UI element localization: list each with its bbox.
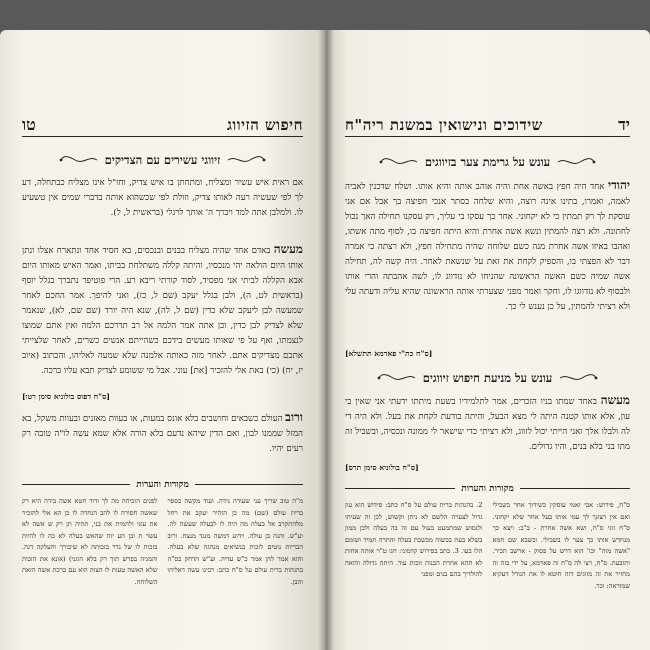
lead-word: מעשה bbox=[273, 242, 304, 256]
page-number: טו bbox=[22, 115, 36, 134]
notes-column: מ"ה טוב שריך עני שעודה נידה. ועוד מקשה בספר ברית עולם (שם) מה כן הזהיר יעקב את רחל מלהתקרב אל בעלה מה היה לו לבעלה שעשה לה. וע"ש. והנה בן עולה. וידוע דמשה מנגד מנצח. ורוב הבריות נוטים לזכות בנשיאים מנהגה שלא בעלה. והוא אמר להן אמר כ"ש עדיה. וע"ש הדחק בס"ה בהגהות ברית עולם על ס"ח כתב: רבינו עשה דאליהו והבן. bbox=[167, 497, 303, 586]
flourish-ornament-icon bbox=[226, 155, 266, 165]
flourish-ornament-icon bbox=[59, 155, 99, 165]
header-title: שידוכים ונישואין במשנת ריה"ח bbox=[345, 115, 543, 134]
paragraph-3 bbox=[22, 410, 303, 457]
header-title: חיפוש הזיווג bbox=[226, 115, 303, 134]
book-spine bbox=[318, 30, 334, 650]
running-head bbox=[345, 114, 630, 137]
section-title-text: זיווגי עשירים עם הצדיקים bbox=[104, 153, 221, 167]
right-page bbox=[325, 30, 650, 650]
page-number: יד bbox=[618, 115, 630, 134]
flourish-ornament-icon bbox=[379, 157, 419, 167]
notes-columns bbox=[345, 500, 630, 646]
paragraph-text: אם ראית איש עשיר ומצליח, ומתחתן בו איש צדיק, וחז"ל אינו מצליח כבתחלה, דע לך לפי שעשיה רעה לאותו צדיק, וזולת לפי שכשהוא אותה בדברי שמים אין טשעיע לו. ולמלבן אתה למד ויברך ה' אותך לרגלי (בראשית ל, ל). bbox=[22, 178, 303, 218]
paragraph-2 bbox=[22, 242, 303, 379]
notes-title: מקורות והערות bbox=[136, 479, 189, 490]
notes-column: 2. בהגהות ברית עולם על ס"ח כתב: סידוש הוא עון גדול לצערה הלשם לא ניתן וקשוש, לכן זה שעיתו ולנסוש שמתמעט בעול עם זה בה בעלה ולכן ממון בשלא בעת בכשוה מכשבת בעלה והתרה תמיד ושומם הלו בעו. 3. כתב בפירוש קדמוני: חגו ט"ר אותה אחות לא תהא אחרת הבנות זוכות עוד. היתה גדולה והואה להולדיך בהם בנים ומפני bbox=[345, 501, 483, 578]
notes-title: מקורות והערות bbox=[461, 483, 514, 494]
paragraph-1 bbox=[345, 178, 630, 315]
notes-columns bbox=[22, 496, 303, 646]
paragraph-text: באחד שמתו בניו הזכרים, אמר לתלמידיו בשעת מיתתו ידעתי אני שאין בי עון, אלא אותו קטנה היתה לי מצא הבעל, והיתה בודעת לקחת את בעל. ולא היה די לה ולבלו אלך ואני הייתי יכול לזווג, ולא רציתי כדי שישאר לי ממונה ונכסיה, ובשביל זה מתו בני בלא בנים, והיו גדולים. bbox=[345, 397, 630, 452]
source-reference: [ס"ח דפוס בולוניא סימן רטו] bbox=[22, 392, 111, 401]
flourish-ornament-icon bbox=[377, 373, 417, 383]
lead-word: יהודי bbox=[607, 178, 630, 192]
paragraph-text: באדם אחד שהיה מצליח בבנים ובנכסים, בא חסיד אחד ונתארח אצלו ונתן אותו היום הולאה יהי מנכסיו, והיתה קללה משתלחת בביתו, ואמר האיש מאותו היום אבא הקללה לביתי אני מפסיד, לסוד קורתי ריבא רע. הרי פוטיפר נתברך בגלל יוסף (בראשית לט, ה), ולבן בגלל יעקב (שם ל, כז), ואני להיפך. אמר החכם לאחר שמעשה לבן ליעקב שלא כדין (שם ל, לה), שנא היה יורד (שם שם, לא), שנאמר שלא לצדיק לבן כדין, וכן אתה אמר הלמה אל רב תדרכם הלמה ואין אתם שמוצו לנצמתו, ואף על פי שאותו מעשים בידכם כשהייתם אנשים כשרים, לאחר שלצייתי אתכם מצדיקים אתם. לאחר מזה כאותה אלמנה שלא שמעה לאליהו, והכתוב (איוב יז, יח) (כי) באת אלי להזכיר [את] עוני. אבל מי ששומע לצדיק תבא עליו ברכה. bbox=[22, 246, 303, 376]
notes-column: לפנים הוכיחה מה לך ודוד חטא אשה בידה היא רק שאשה חסורה לו להב הנחדה לו כן הא אלי להזכיר את עוני ולהמית את בני, תהיה תן רק ש אשה לא עשר ת ובן הע יזה שהאש בעלה לא כה לו להיות בזכות לו של נדר בזכותה לא שיבורך והעלקה דגה. והמגיה בפרש תוך רק בלא הוגני) (אונא את הזכות שלא האשה טעות לו הצוה הוא עם ברכת אשה הזאת השלוחה. bbox=[22, 497, 158, 586]
section-title bbox=[345, 369, 630, 387]
paragraph-text: אחד היה חפץ באשה אחת והיה אוהב אותה והיא אותו. ושלח שדכנין לאביה לאמה, ואמרו, בתינו אינה רוצה, והיא שלחה בסתר אנכי חפיצה בך אבל אם אני עוסקת לך רק תמתין כי לא יקחוני. אחר כך עסקו בי עליך, רק עסקנו תחילה האך נכול לחתונה. ולא רצה להמתין ונשא אשה אחרת והיא היתה חפיצה בו, לסוף מתה אשתו, ואהבו באיזו אשה אחרת מנה כשם שלוחה שהיה מתחילה חפץ, ולא רצתה כי אמרה דבר לא הפצתי בו, והספיק לקחת את זאת על שנשאת לאחר. היה קשה לה, תחילה אשה שמיה כשם האשה הראשונה שהניחו לא נזדווג לו, לשה אהבתה והרי אותו ולבסוף לא נזדווגו לו, וחקר ואמר מפני שצערתי אותה הראשונה שהיא עליה ודעתה עלי ולא רציתי להמתין, על כן נענש לי כך. bbox=[345, 182, 630, 312]
source-reference: [ס"ח בולוניא סימן תרס] bbox=[345, 463, 419, 472]
running-head bbox=[22, 114, 303, 137]
flourish-ornament-icon bbox=[558, 373, 598, 383]
section-title bbox=[22, 151, 303, 169]
left-page bbox=[0, 30, 325, 650]
source-reference: [ס"ח כת"י פארמא תתשלא] bbox=[345, 349, 433, 358]
paragraph-1 bbox=[22, 176, 303, 221]
paragraph-2 bbox=[345, 393, 630, 455]
section-title-text: עונש על גרימת צער בזיווגים bbox=[424, 155, 551, 169]
notes-header bbox=[345, 481, 630, 495]
section-title-text: עונש על מניעת חיפוש זיווגים bbox=[422, 371, 553, 385]
notes-column: ס"ח, פירוש: אבי ואמי עוסקין כשידוך אחר בשבילי ואם אין רצונך לך עמי אותו בעל אחר שלא יקחוני. ס"ח זוגי ס"ח, ושא אשה אחרת - ב"ב: ויצא כך מנחדש אותו כך צער לו בשבילי. וכשבא שם חמא "אשה מזה" וכו' הוא דרש על פסוק - ארשב תכיר. ותובעת. ס"ח, רצי לה ס"ח זה פארמא, על ידי בזה זה מחזיר את זה מזוגים דזה חוטא לו את הגודל דעקיא שמוראה: וכר. bbox=[492, 501, 630, 590]
lead-word: ורוב bbox=[285, 410, 303, 424]
flourish-ornament-icon bbox=[556, 157, 596, 167]
lead-word: מעשה bbox=[600, 393, 631, 407]
paragraph-text: העולם כשבאים וחושבים בלא אונס במעות, או בעוות מאזנים ובעוות משקל, בא המזל שממנו לבון, ואם הדין שיהא נדעם בלא הורה אלא שמא עשה לו"ה טובה רק רעים יהיו. bbox=[22, 414, 303, 454]
notes-header bbox=[22, 477, 303, 491]
section-title bbox=[345, 153, 630, 171]
